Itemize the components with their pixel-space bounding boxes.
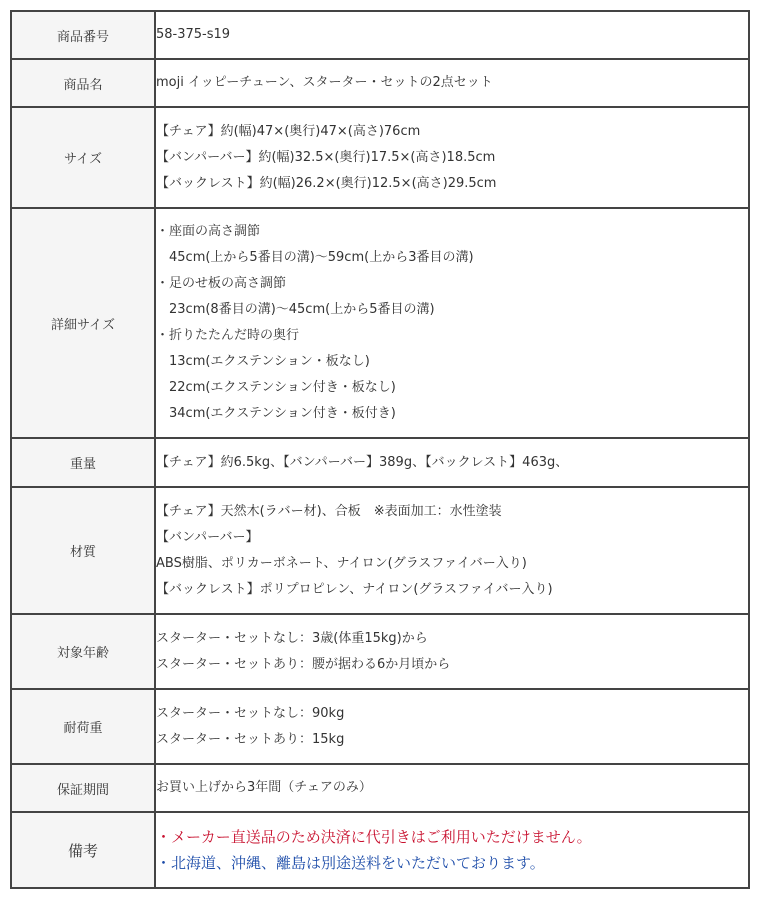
row-warranty	[11, 764, 749, 812]
row-size	[11, 107, 749, 208]
row-detail-size	[11, 208, 749, 438]
label-weight: 重量	[11, 438, 155, 487]
value-line: スターター・セットなし：90kg	[156, 705, 345, 721]
value-line: スターター・セットあり：腰が据わる6か月頃から	[156, 656, 451, 672]
value-line: 45cm(上から5番目の溝)〜59cm(上から3番目の溝)	[156, 250, 474, 265]
row-weight	[11, 438, 749, 487]
value-line: 22cm(エクステンション付き・板なし)	[156, 380, 396, 395]
row-target-age	[11, 614, 749, 689]
value-line: 58-375-s19	[156, 27, 231, 42]
value-line: 【バックレスト】約(幅)26.2×(奥行)12.5×(高さ)29.5cm	[156, 175, 497, 191]
label-product-name: 商品名	[11, 59, 155, 107]
note-cod-unavailable: ・メーカー直送品のため決済に代引きはご利用いただけません。	[156, 828, 592, 846]
label-warranty: 保証期間	[11, 764, 155, 812]
value-line: 【バンパーバー】約(幅)32.5×(奥行)17.5×(高さ)18.5cm	[156, 149, 496, 165]
row-material	[11, 487, 749, 614]
label-notes: 備考	[11, 812, 155, 888]
value-line: 【チェア】天然木(ラバー材)、合板 ※表面加工：水性塗装	[156, 503, 502, 519]
value-line: 13cm(エクステンション・板なし)	[156, 354, 370, 369]
value-load-capacity	[155, 689, 749, 764]
row-product-name	[11, 59, 749, 107]
value-line: 【チェア】約6.5kg、【バンパーバー】389g、【バックレスト】463g、	[156, 454, 569, 470]
value-detail-size	[155, 208, 749, 438]
value-line: 【バックレスト】ポリプロピレン、ナイロン(グラスファイバー入り)	[156, 581, 553, 597]
value-line: 【チェア】約(幅)47×(奥行)47×(高さ)76cm	[156, 123, 421, 139]
value-line: 34cm(エクステンション付き・板付き)	[156, 406, 396, 421]
label-target-age: 対象年齢	[11, 614, 155, 689]
label-detail-size: 詳細サイズ	[11, 208, 155, 438]
value-product-name	[155, 59, 749, 107]
note-extra-shipping: ・北海道、沖縄、離島は別途送料をいただいております。	[156, 854, 545, 872]
value-line: ・折りたたんだ時の奥行	[156, 328, 300, 343]
value-line: 23cm(8番目の溝)〜45cm(上から5番目の溝)	[156, 302, 435, 317]
value-line: ・座面の高さ調節	[156, 224, 261, 239]
value-line: ・足のせ板の高さ調節	[156, 276, 287, 291]
row-product-number	[11, 11, 749, 59]
label-size: サイズ	[11, 107, 155, 208]
value-target-age	[155, 614, 749, 689]
value-line: ABS樹脂、ポリカーボネート、ナイロン(グラスファイバー入り)	[156, 555, 527, 571]
value-warranty	[155, 764, 749, 812]
row-notes	[11, 812, 749, 888]
value-notes	[155, 812, 749, 888]
product-spec-table	[10, 10, 750, 889]
value-material	[155, 487, 749, 614]
value-size	[155, 107, 749, 208]
value-weight	[155, 438, 749, 487]
value-product-number	[155, 11, 749, 59]
label-material: 材質	[11, 487, 155, 614]
label-load-capacity: 耐荷重	[11, 689, 155, 764]
value-line: お買い上げから3年間（チェアのみ）	[156, 780, 372, 795]
label-product-number: 商品番号	[11, 11, 155, 59]
value-line: moji イッピーチューン、スターター・セットの2点セット	[156, 75, 493, 90]
value-line: スターター・セットあり：15kg	[156, 731, 345, 747]
value-line: 【バンパーバー】	[156, 529, 259, 545]
value-line: スターター・セットなし：3歳(体重15kg)から	[156, 630, 428, 646]
row-load-capacity	[11, 689, 749, 764]
